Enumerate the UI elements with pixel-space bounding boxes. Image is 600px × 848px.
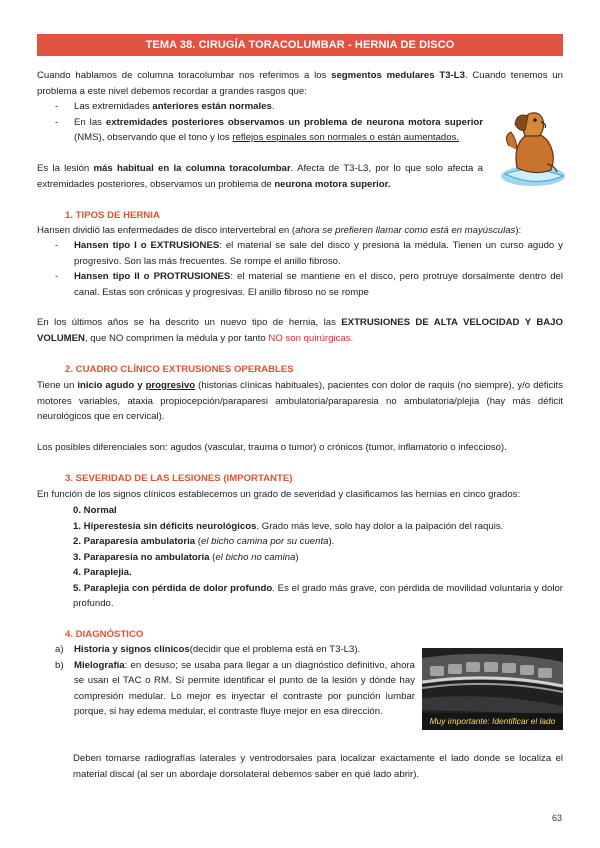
- list-item: 4. Paraplejia.: [73, 567, 132, 578]
- page-title: TEMA 38. CIRUGÍA TORACOLUMBAR - HERNIA DE DISCO: [37, 34, 563, 56]
- section-heading-tipos: 1. TIPOS DE HERNIA: [65, 210, 160, 221]
- list-item: 3. Paraparesia no ambulatoria (el bicho no camina): [73, 551, 299, 563]
- s4-closing-paragraph: Deben tomarse radiografías laterales y ventrodorsales para localizar exactamente el lado donde se localiza el material discal (al ser un abordaje dorsolateral debemos saber en qué lado abrir).: [73, 753, 563, 780]
- list-item: - Hansen tipo II o PROTRUSIONES: el material se mantiene en el disco, pero protruye dorsalmente dentro del canal. Estas son crónicas y progresivas. El anillo fibroso no se rompe: [55, 271, 563, 298]
- s1-list: [37, 238, 563, 300]
- s2-differentials: Los posibles diferenciales son: agudos (vascular, trauma o tumor) o crónicos (tumor, inflamatorio o infeccioso).: [37, 442, 507, 453]
- list-item: 0. Normal: [73, 505, 117, 516]
- s3-lead: En función de los signos clínicos establecemos un grado de severidad y clasificamos las hernias en cinco grados:: [37, 489, 521, 500]
- list-item: b) Mielografía: en desuso; se usaba para llegar a un diagnóstico definitivo, ahora se usan el TAC o RM. Sí permite identificar el punto de la lesión y dónde hay compresión medular. Lo mejor es inyectar el contraste por punción lumbar porque, si hay edema medular, el contraste fluye mejor en esa dirección.: [55, 659, 415, 717]
- xray-caption: Muy importante: Identificar el lado: [422, 713, 563, 730]
- s1-lead: Hansen dividió las enfermedades de disco intervertebral en (ahora se prefieren llamar como está en mayúsculas):: [37, 225, 522, 236]
- list-item: - En las extremidades posteriores observamos un problema de neurona motora superior (NMS), observando que el tono y los reflejos espinales son normales o están aumentados.: [55, 116, 483, 143]
- section-heading-cuadro: 2. CUADRO CLÍNICO EXTRUSIONES OPERABLES: [65, 364, 294, 375]
- intro-list: [37, 99, 483, 146]
- list-item: - Las extremidades anteriores están normales.: [55, 101, 275, 112]
- intro-paragraph: Cuando hablamos de columna toracolumbar nos referimos a los segmentos medulares T3-L3. Cuando tenemos un problema a este nivel debemos recordar a grandes rasgos que:: [37, 70, 563, 97]
- page-number: 63: [551, 812, 562, 823]
- s2-paragraph: Tiene un inicio agudo y progresivo (historias clínicas habituales), pacientes con dolor de raquis (no siempre), y/o déficits motores variables, ataxia propiocepción/paraparesi ambulatoria/paraparesia no ambulatoria/plejia (hay más déficit neurológicos que en cervical).: [37, 380, 563, 422]
- list-item: 1. Hiperestesia sin déficits neurológicos. Grado más leve, solo hay dolor a la palpación del raquis.: [73, 520, 504, 532]
- s1-paragraph: En los últimos años se ha descrito un nuevo tipo de hernia, las EXTRUSIONES DE ALTA VELOCIDAD Y BAJO VOLUMEN, que NO comprimen la médula y por tanto NO son quirúrgicas.: [37, 317, 563, 344]
- section-heading-severidad: 3. SEVERIDAD DE LAS LESIONES (IMPORTANTE): [65, 473, 293, 484]
- list-item: a) Historia y signos clínicos(decidir que el problema está en T3-L3).: [55, 644, 361, 655]
- diagnosis-list: [55, 642, 415, 720]
- section-heading-diagnostico: 4. DIAGNÓSTICO: [65, 629, 144, 640]
- list-item: 2. Paraparesia ambulatoria (el bicho camina por su cuenta).: [73, 536, 335, 547]
- list-item: - Hansen tipo I o EXTRUSIONES: el material se sale del disco y presiona la médula. Tienen un curso agudo y progresivo. Son las más frecuentes. Se rompe el anillo fibroso.: [55, 240, 563, 267]
- intro-paragraph-2: Es la lesión más habitual en la columna toracolumbar. Afecta de T3-L3, por lo que solo afecta a extremidades posteriores, observamos un problema de neurona motora superior.: [37, 163, 483, 190]
- grades-list: [73, 503, 563, 612]
- dog-illustration: [495, 106, 567, 188]
- list-item: 5. Paraplejia con pérdida de dolor profundo. Es el grado más grave, con pérdida de movilidad voluntaria y dolor profundo.: [73, 582, 563, 609]
